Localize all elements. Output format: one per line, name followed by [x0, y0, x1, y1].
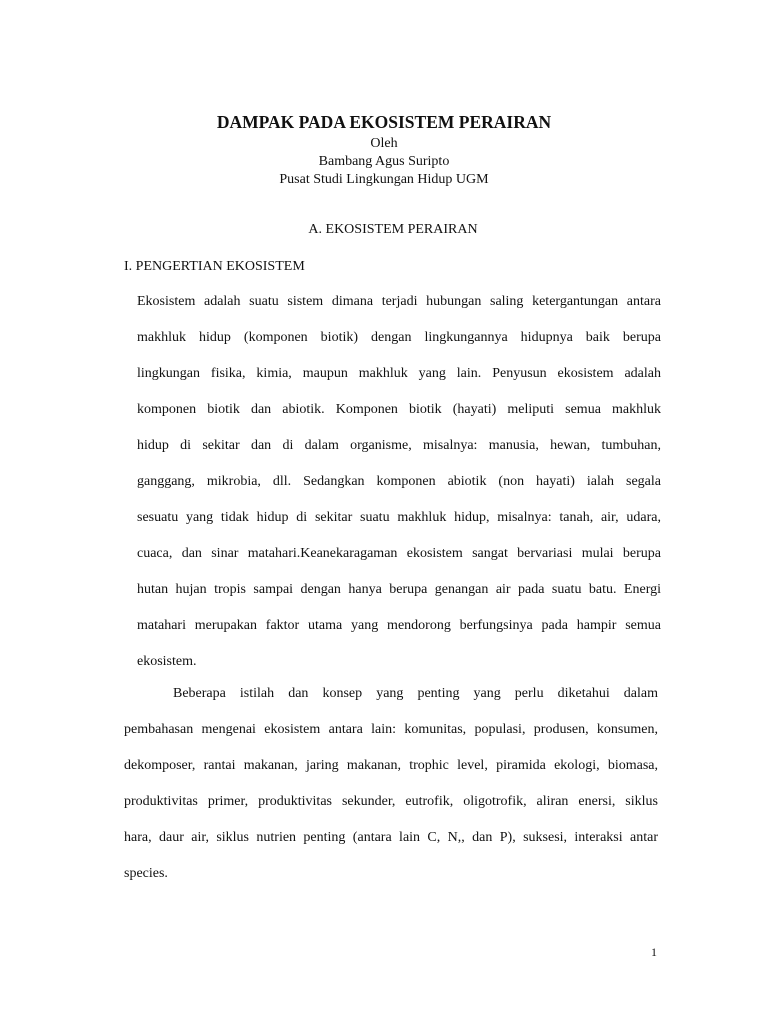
paragraph-line: dekomposer, rantai makanan, jaring makanan, trophic level, piramida ekologi, biomasa, — [124, 758, 658, 773]
paragraph-line: ekosistem. — [137, 654, 197, 669]
paragraph-line: cuaca, dan sinar matahari.Keanekaragaman ekosistem sangat bervariasi mulai berupa — [137, 546, 661, 561]
paragraph-line: Ekosistem adalah suatu sistem dimana terjadi hubungan saling ketergantungan antara — [137, 294, 661, 309]
paragraph-line: lingkungan fisika, kimia, maupun makhluk yang lain. Penyusun ekosistem adalah — [137, 366, 661, 381]
paragraph-line: Beberapa istilah dan konsep yang penting yang perlu diketahui dalam — [173, 686, 658, 701]
paragraph-line: pembahasan mengenai ekosistem antara lain: komunitas, populasi, produsen, konsumen, — [124, 722, 658, 737]
byline: Oleh — [370, 136, 398, 151]
subheading: I. PENGERTIAN EKOSISTEM — [124, 259, 305, 274]
title-block — [0, 135, 768, 189]
affiliation: Pusat Studi Lingkungan Hidup UGM — [279, 172, 489, 187]
paragraph-line: komponen biotik dan abiotik. Komponen biotik (hayati) meliputi semua makhluk — [137, 402, 661, 417]
paragraph-2 — [124, 685, 658, 901]
paragraph-line: matahari merupakan faktor utama yang mendorong berfungsinya pada hampir semua — [137, 618, 661, 633]
paragraph-line: produktivitas primer, produktivitas sekunder, eutrofik, oligotrofik, aliran enersi, siklus — [124, 794, 658, 809]
paragraph-line: hara, daur air, siklus nutrien penting (antara lain C, N,, dan P), suksesi, interaksi antar — [124, 830, 658, 845]
paragraph-line: species. — [124, 866, 168, 881]
paragraph-line: hidup di sekitar dan di dalam organisme, misalnya: manusia, hewan, tumbuhan, — [137, 438, 661, 453]
paragraph-line: makhluk hidup (komponen biotik) dengan lingkungannya hidupnya baik berupa — [137, 330, 661, 345]
section-heading: A. EKOSISTEM PERAIRAN — [308, 222, 478, 237]
document-title: DAMPAK PADA EKOSISTEM PERAIRAN — [216, 112, 552, 132]
author-name: Bambang Agus Suripto — [318, 154, 450, 169]
paragraph-line: hutan hujan tropis sampai dengan hanya berupa genangan air pada suatu batu. Energi — [137, 582, 661, 597]
paragraph-line: sesuatu yang tidak hidup di sekitar suatu makhluk hidup, misalnya: tanah, air, udara, — [137, 510, 661, 525]
paragraph-1 — [137, 293, 661, 689]
paragraph-line: ganggang, mikrobia, dll. Sedangkan komponen abiotik (non hayati) ialah segala — [137, 474, 661, 489]
page-number: 1 — [651, 945, 657, 959]
